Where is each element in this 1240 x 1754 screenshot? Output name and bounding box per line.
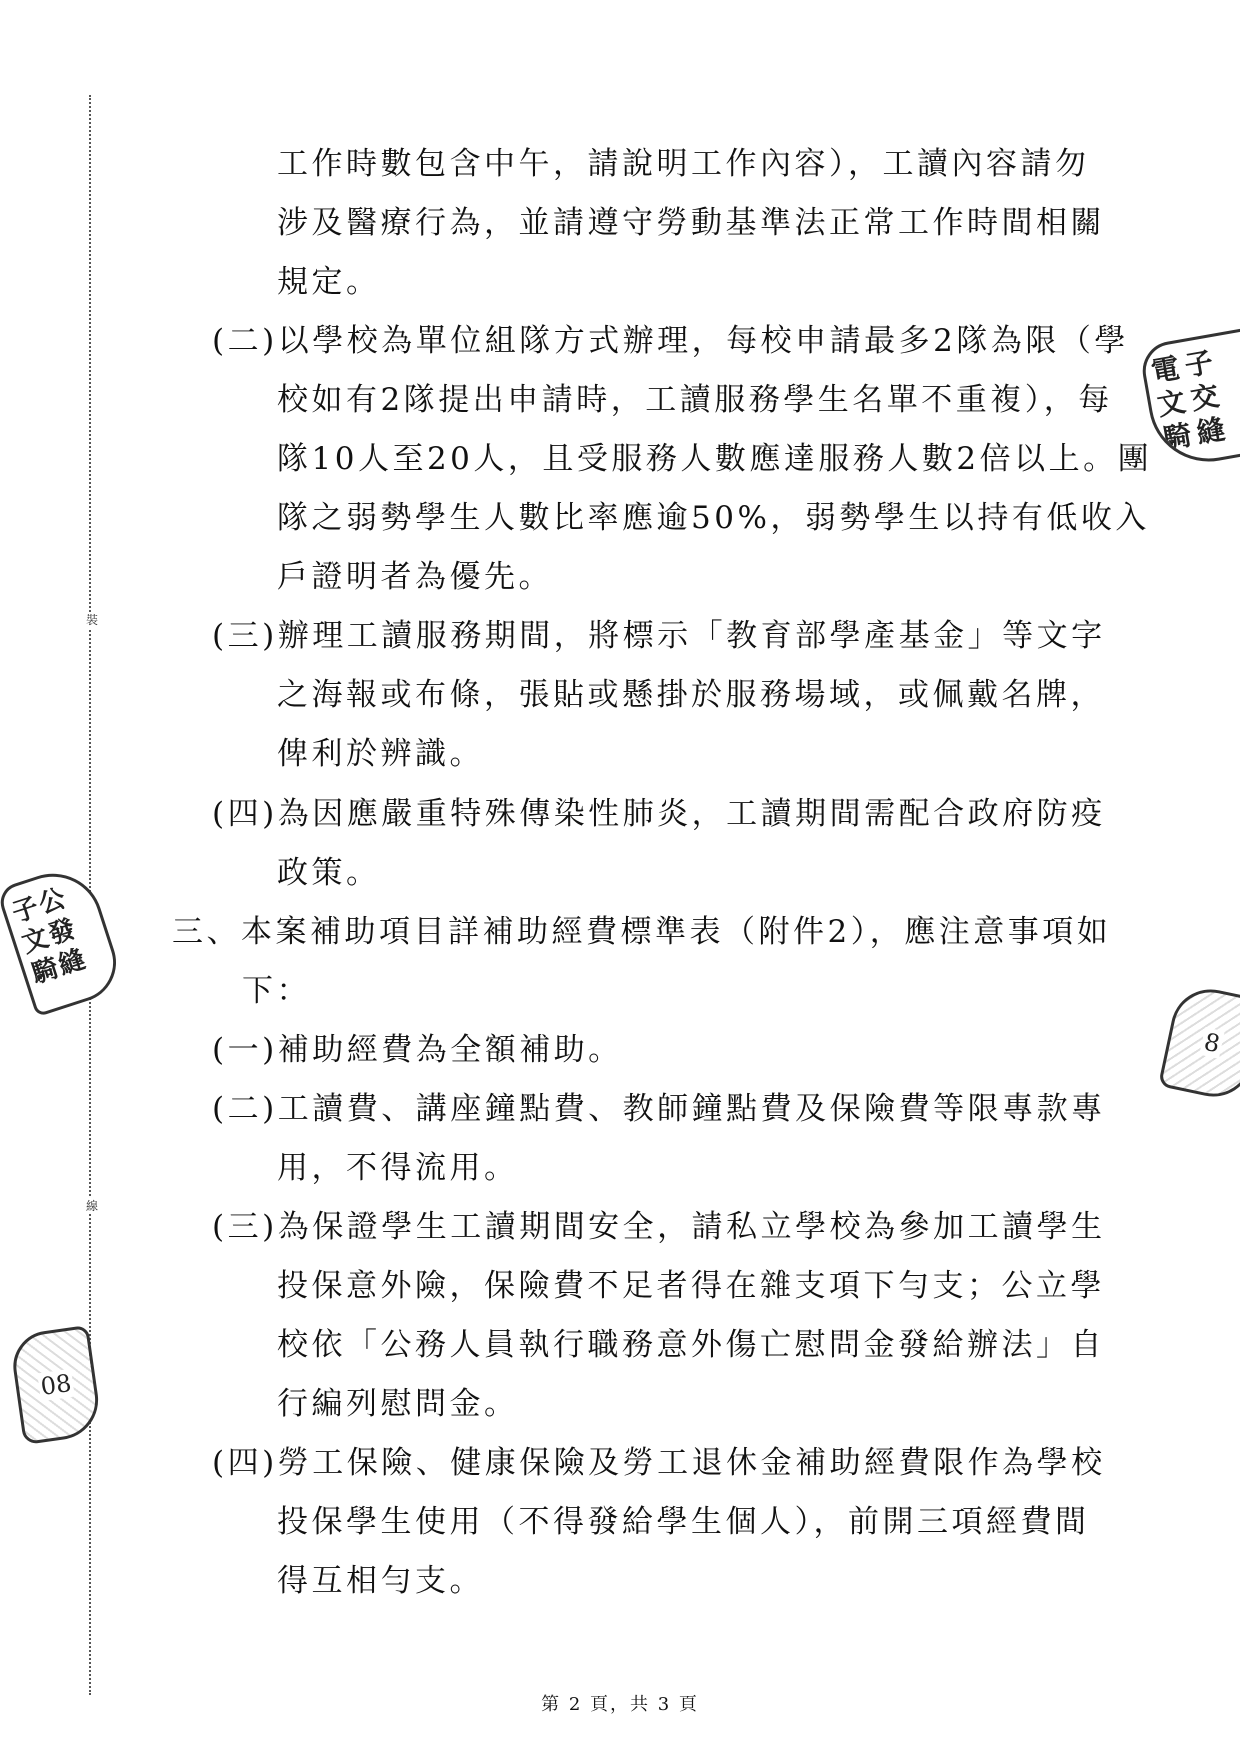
body-line: 下：: [242, 973, 311, 1009]
body-line: 行編列慰問金。: [277, 1386, 519, 1422]
body-line: (二)以學校為單位組隊方式辦理，每校申請最多2隊為限（學: [212, 323, 1129, 359]
body-line: 規定。: [277, 264, 381, 300]
body-line: 政策。: [277, 855, 381, 891]
seal-char: 縫: [1194, 412, 1228, 450]
seal-char: 交: [1188, 378, 1222, 417]
body-line: (三)辦理工讀服務期間，將標示「教育部學產基金」等文字: [212, 618, 1106, 654]
binding-char-xian: 線: [86, 1199, 99, 1213]
body-line: 隊10人至20人，且受服務人數應達服務人數2倍以上。團: [277, 441, 1153, 477]
seal-char: 發: [45, 913, 81, 951]
body-line: 工作時數包含中午，請說明工作內容），工讀內容請勿: [277, 146, 1090, 182]
body-line: (一)補助經費為全額補助。: [212, 1032, 623, 1068]
body-line: 戶證明者為優先。: [277, 559, 553, 595]
body-line: (二)工讀費、講座鐘點費、教師鐘點費及保險費等限專款專: [212, 1091, 1106, 1127]
page-stamp-right: [1158, 982, 1240, 1104]
body-line: 得互相勻支。: [277, 1563, 484, 1599]
page-footer: 第 2 頁，共 3 頁: [541, 1694, 699, 1715]
body-line: 校依「公務人員執行職務意外傷亡慰問金發給辦法」自: [277, 1327, 1105, 1363]
section-heading: 三、本案補助項目詳補助經費標準表（附件2），應注意事項如: [172, 914, 1112, 950]
binding-char-zhuang: 裝: [86, 613, 99, 627]
body-line: (三)為保證學生工讀期間安全，請私立學校為參加工讀學生: [212, 1209, 1106, 1245]
seal-char: 公: [35, 883, 72, 921]
body-line: 俾利於辨識。: [277, 736, 484, 772]
body-line: (四)為因應嚴重特殊傳染性肺炎，工讀期間需配合政府防疫: [212, 796, 1106, 832]
seal-char: 文: [18, 922, 55, 960]
seal-char: 電: [1148, 351, 1183, 389]
body-line: 投保意外險，保險費不足者得在雜支項下勻支；公立學: [277, 1268, 1105, 1304]
body-line: 隊之弱勢學生人數比率應逾50%，弱勢學生以持有低收入: [277, 500, 1150, 536]
body-line: (四)勞工保險、健康保險及勞工退休金補助經費限作為學校: [212, 1445, 1106, 1481]
body-line: 用，不得流用。: [277, 1150, 519, 1186]
seal-char: 騎: [1160, 418, 1194, 456]
seal-char: 文: [1154, 384, 1189, 423]
seal-char: 騎: [28, 952, 65, 990]
seal-char: 子: [8, 891, 45, 929]
seal-char: 縫: [54, 943, 91, 982]
body-line: 投保學生使用（不得發給學生個人），前開三項經費間: [277, 1504, 1090, 1540]
electronic-document-seal-left: [0, 861, 126, 1017]
seal-char: 子: [1182, 345, 1216, 383]
electronic-document-seal-top-right: [1138, 325, 1240, 471]
stamp-number: 08: [38, 1369, 74, 1401]
body-line: 之海報或布條，張貼或懸掛於服務場域，或佩戴名牌，: [277, 677, 1105, 713]
body-line: 涉及醫療行為，並請遵守勞動基準法正常工作時間相關: [277, 205, 1105, 241]
stamp-number: 8: [1201, 1027, 1223, 1059]
body-line: 校如有2隊提出申請時，工讀服務學生名單不重複），每: [277, 382, 1113, 418]
